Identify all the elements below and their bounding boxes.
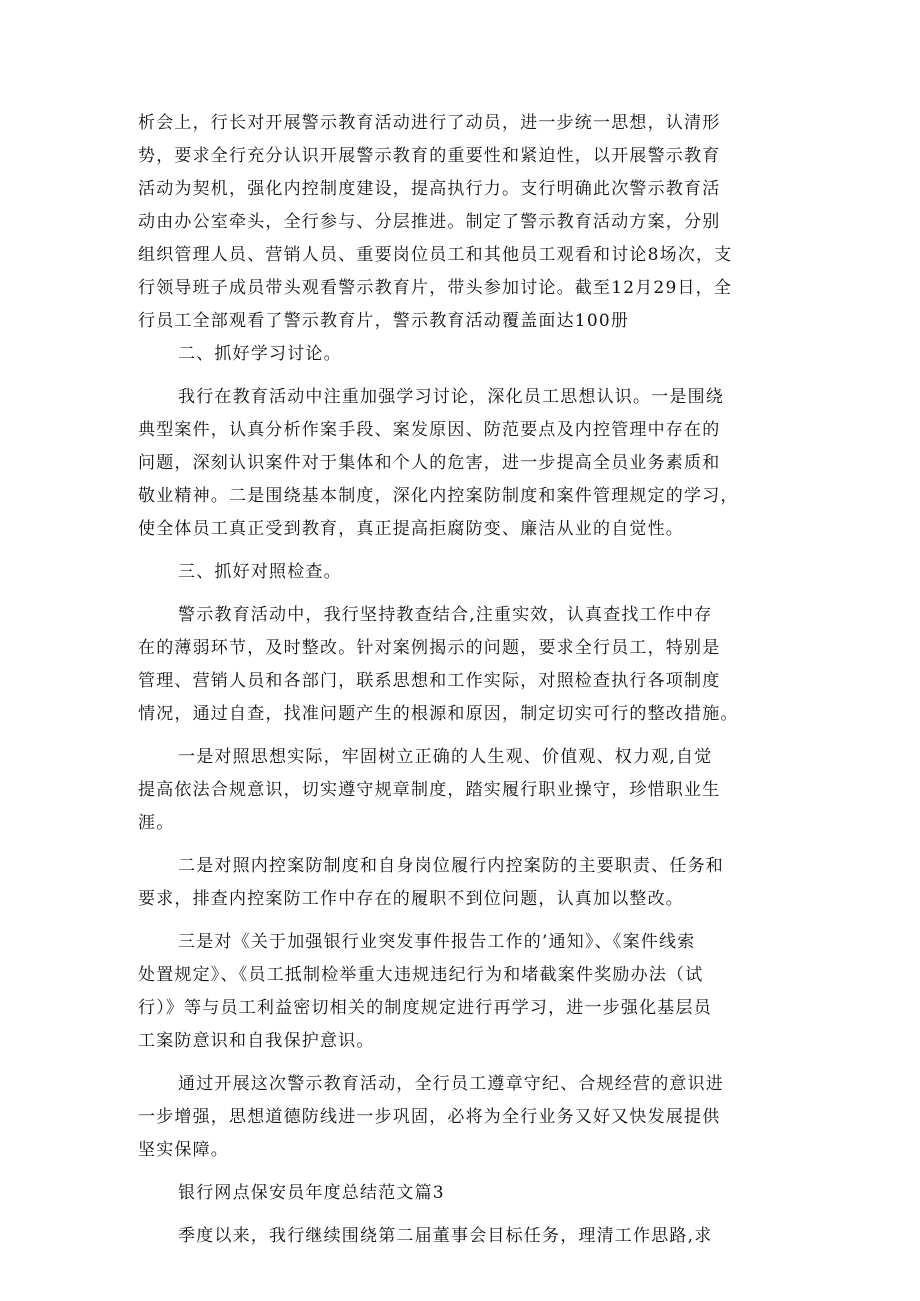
- section-heading: 三、抓好对照检查。: [178, 562, 342, 582]
- text-line: 行员工全部观看了警示教育片，警示教育活动覆盖面达100册: [138, 311, 630, 331]
- text-line: 在的薄弱环节，及时整改。针对案例揭示的问题，要求全行员工，特别是: [138, 638, 721, 658]
- text-line: 管理、营销人员和各部门，联系思想和工作实际，对照检查执行各项制度: [138, 671, 721, 691]
- text-line: 一步增强，思想道德防线进一步巩固，必将为全行业务又好又快发展提供: [138, 1107, 721, 1127]
- text-line: 动由办公室牵头，全行参与、分层推进。制定了警示教育活动方案，分别: [138, 212, 721, 232]
- text-line: 通过开展这次警示教育活动，全行员工遵章守纪、合规经营的意识进: [178, 1074, 724, 1094]
- paragraph-activity-intro: [138, 108, 788, 339]
- text-line: 典型案件，认真分析作案手段、案发原因、防范要点及内控管理中存在的: [138, 420, 721, 440]
- text-line: 行领导班子成员带头观看警示教育片，带头参加讨论。截至12月29日，全: [138, 278, 733, 298]
- text-line: 一是对照思想实际，牢固树立正确的人生观、价值观、权力观,自觉: [178, 747, 713, 767]
- paragraph-second-point: [138, 851, 788, 917]
- paragraph-first-point: [138, 742, 788, 841]
- text-line: 季度以来，我行继续围绕第二届董事会目标任务，理清工作思路,求: [178, 1226, 713, 1246]
- heading-article-3: [138, 1178, 788, 1211]
- section-heading: 二、抓好学习讨论。: [178, 344, 342, 364]
- article-heading: 银行网点保安员年度总结范文篇3: [178, 1183, 445, 1203]
- text-line: 析会上，行长对开展警示教育活动进行了动员，进一步统一思想，认清形: [138, 113, 721, 133]
- paragraph-third-point: [138, 927, 788, 1059]
- text-line: 情况，通过自查，找准问题产生的根源和原因，制定切实可行的整改措施。: [138, 704, 739, 724]
- paragraph-study-discussion: [138, 382, 788, 547]
- paragraph-conclusion: [138, 1069, 788, 1168]
- text-line: 问题，深刻认识案件对于集体和个人的危害，进一步提高全员业务素质和: [138, 453, 721, 473]
- text-line: 警示教育活动中，我行坚持教查结合,注重实效，认真查找工作中存: [178, 605, 713, 625]
- paragraph-self-check: [138, 600, 788, 732]
- text-line: 活动为契机，强化内控制度建设，提高执行力。支行明确此次警示教育活: [138, 179, 721, 199]
- heading-study-discussion: [138, 339, 788, 372]
- text-line: 三是对《关于加强银行业突发事件报告工作的’通知》、《案件线索: [178, 932, 696, 952]
- text-line: 涯。: [138, 813, 175, 833]
- text-line: 二是对照内控案防制度和自身岗位履行内控案防的主要职责、任务和: [178, 856, 724, 876]
- text-line: 工案防意识和自我保护意识。: [138, 1031, 375, 1051]
- text-line: 坚实保障。: [138, 1140, 229, 1160]
- text-line: 势，要求全行充分认识开展警示教育的重要性和紧迫性，以开展警示教育: [138, 146, 721, 166]
- text-line: 组织管理人员、营销人员、重要岗位员工和其他员工观看和讨论8场次，支: [138, 245, 733, 265]
- text-line: 处置规定》、《员工抵制检举重大违规违纪行为和堵截案件奖励办法（试: [138, 965, 704, 985]
- paragraph-article-3-intro: [138, 1221, 788, 1254]
- text-line: 提高依法合规意识，切实遵守规章制度，踏实履行职业操守，珍惜职业生: [138, 780, 721, 800]
- text-line: 要求，排查内控案防工作中存在的履职不到位问题，认真加以整改。: [138, 889, 684, 909]
- text-line: 使全体员工真正受到教育，真正提高拒腐防变、廉洁从业的自觉性。: [138, 519, 684, 539]
- text-line: 行）》等与员工利益密切相关的制度规定进行再学习，进一步强化基层员: [138, 998, 712, 1018]
- document-page: [138, 108, 788, 1254]
- text-line: 敬业精神。二是围绕基本制度，深化内控案防制度和案件管理规定的学习，: [138, 486, 739, 506]
- text-line: 我行在教育活动中注重加强学习讨论，深化员工思想认识。一是围绕: [178, 387, 724, 407]
- heading-self-check: [138, 557, 788, 590]
